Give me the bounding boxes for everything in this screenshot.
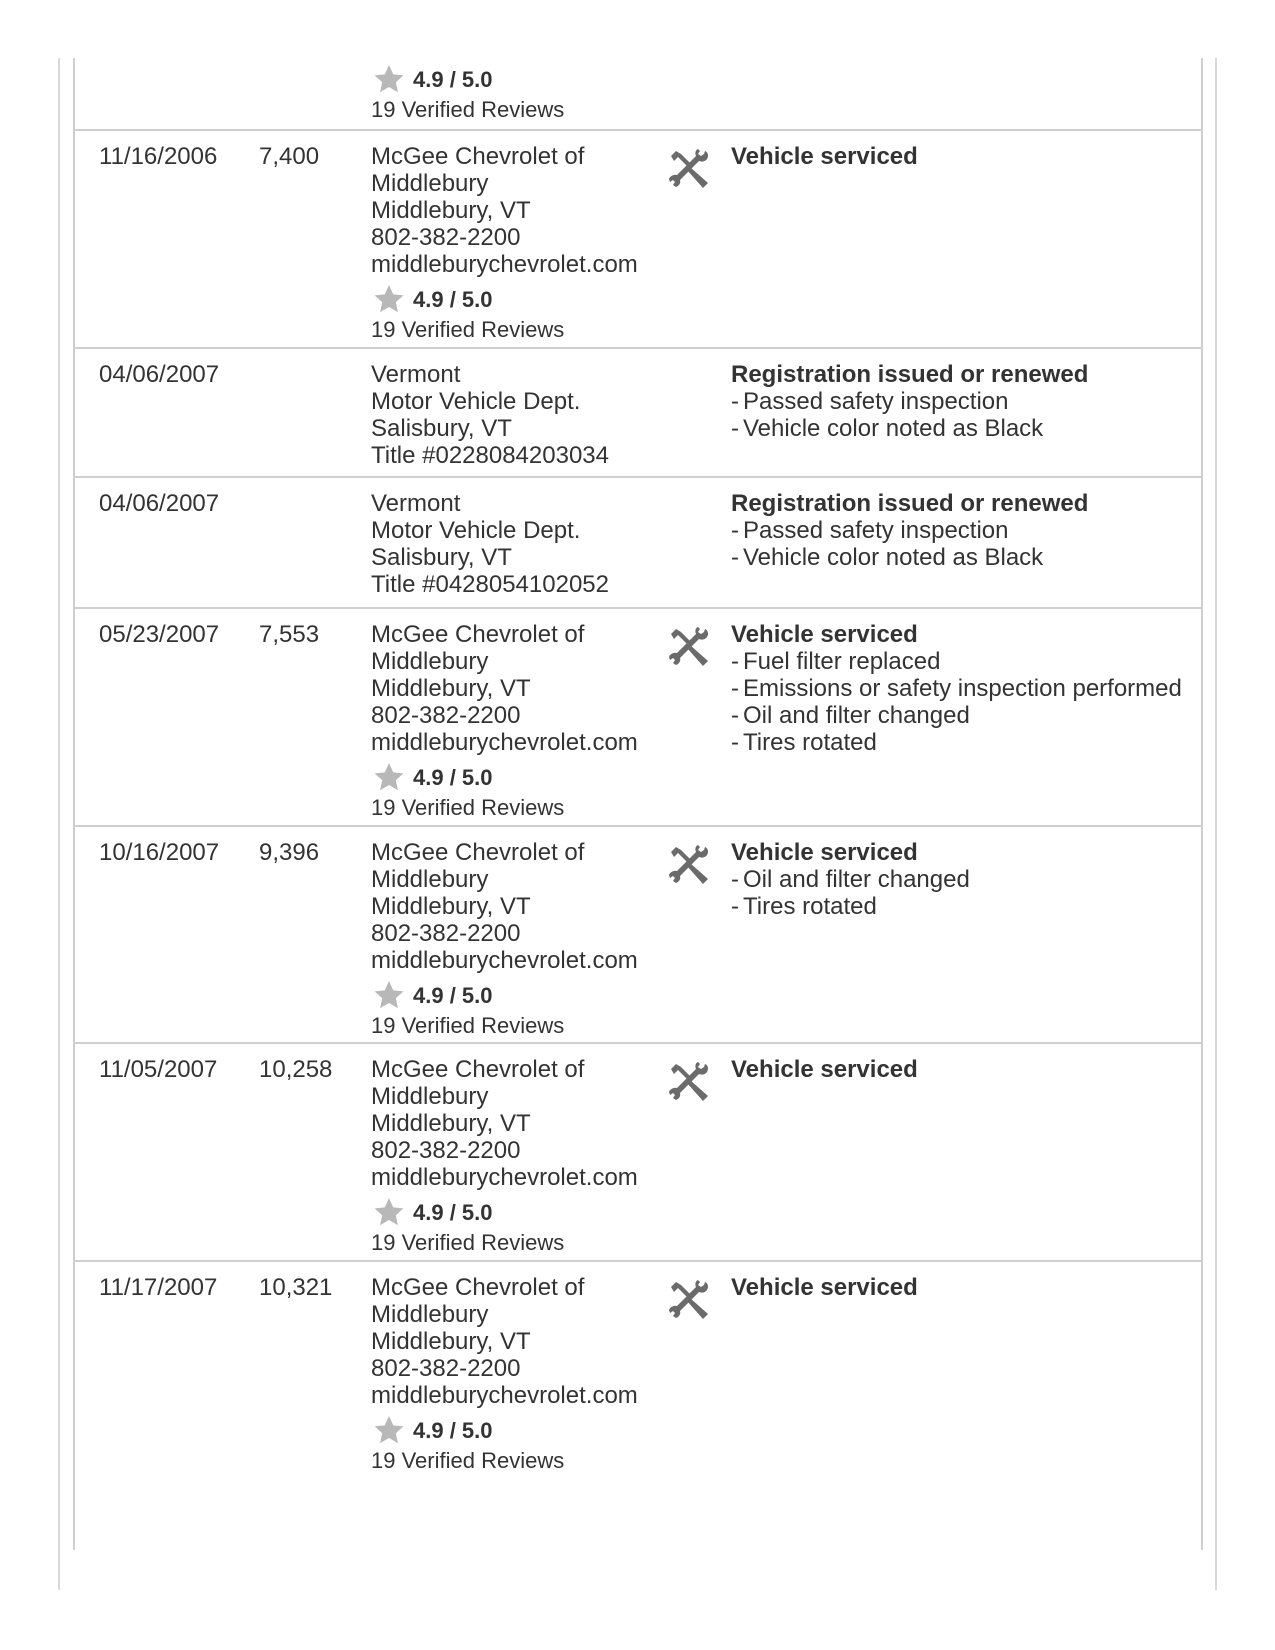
- record-comments: [731, 1274, 1191, 1301]
- history-row: [75, 827, 1201, 1044]
- review-count-link[interactable]: 19 Verified Reviews: [371, 1448, 565, 1473]
- source-name: McGee Chevrolet of: [371, 1056, 585, 1083]
- review-count-link[interactable]: 19 Verified Reviews: [371, 317, 565, 342]
- tools-icon: [667, 1060, 711, 1104]
- source-website-link[interactable]: middleburychevrolet.com: [371, 1164, 638, 1191]
- history-row: [75, 349, 1201, 478]
- source-name-cont: Middlebury: [371, 648, 489, 675]
- record-source: [371, 839, 638, 1040]
- star-icon: [373, 1196, 405, 1228]
- record-source: [371, 1274, 638, 1475]
- source-location: Salisbury, VT: [371, 415, 512, 442]
- record-source: [371, 143, 638, 344]
- table-border-right: [1201, 58, 1203, 1550]
- record-source: [371, 621, 638, 822]
- record-date: 05/23/2007: [99, 621, 220, 648]
- star-icon: [373, 1414, 405, 1446]
- record-source: [371, 58, 564, 124]
- record-date: 11/05/2007: [99, 1056, 218, 1083]
- source-name-cont: Motor Vehicle Dept.: [371, 517, 581, 544]
- detail-item: - Oil and filter changed: [731, 866, 970, 893]
- tools-icon: [667, 147, 711, 191]
- record-comments: [731, 361, 1191, 442]
- record-comments: [731, 1056, 1191, 1083]
- dealer-rating: [371, 760, 638, 794]
- source-location: Middlebury, VT: [371, 1328, 531, 1355]
- source-name: Vermont: [371, 361, 461, 388]
- source-phone[interactable]: 802-382-2200: [371, 1137, 521, 1164]
- page-border-right: [1215, 58, 1217, 1590]
- event-title: Vehicle serviced: [731, 1056, 918, 1083]
- dealer-rating: [371, 62, 564, 96]
- history-row: [75, 58, 1201, 131]
- record-source: [371, 361, 609, 469]
- record-source: [371, 490, 609, 598]
- source-name-cont: Motor Vehicle Dept.: [371, 388, 581, 415]
- review-count-link[interactable]: 19 Verified Reviews: [371, 97, 565, 122]
- source-location: Middlebury, VT: [371, 675, 531, 702]
- source-phone[interactable]: 802-382-2200: [371, 224, 521, 251]
- detail-item: - Passed safety inspection: [731, 517, 1009, 544]
- dealer-rating: [371, 1195, 638, 1229]
- detail-item: - Vehicle color noted as Black: [731, 415, 1044, 442]
- detail-item: - Tires rotated: [731, 729, 877, 756]
- source-name-cont: Middlebury: [371, 1083, 489, 1110]
- record-comments: [731, 490, 1191, 571]
- tools-icon: [667, 843, 711, 887]
- source-name: McGee Chevrolet of: [371, 621, 585, 648]
- record-mileage: 9,396: [259, 839, 320, 866]
- record-comments: [731, 839, 1191, 920]
- tools-icon: [667, 625, 711, 669]
- history-row: [75, 1044, 1201, 1262]
- detail-item: - Oil and filter changed: [731, 702, 970, 729]
- source-website-link[interactable]: middleburychevrolet.com: [371, 251, 638, 278]
- source-name-cont: Middlebury: [371, 866, 489, 893]
- rating-score: 4.9 / 5.0: [413, 1199, 493, 1225]
- rating-score: 4.9 / 5.0: [413, 66, 493, 92]
- review-count-link[interactable]: 19 Verified Reviews: [371, 1230, 565, 1255]
- event-title: Registration issued or renewed: [731, 361, 1089, 388]
- record-source: [371, 1056, 638, 1257]
- record-date: 04/06/2007: [99, 490, 220, 517]
- star-icon: [373, 979, 405, 1011]
- source-website-link[interactable]: middleburychevrolet.com: [371, 1382, 638, 1409]
- source-location: Salisbury, VT: [371, 544, 512, 571]
- tools-icon: [667, 1278, 711, 1322]
- title-number: Title #0428054102052: [371, 571, 609, 598]
- record-mileage: 10,321: [259, 1274, 333, 1301]
- source-name: McGee Chevrolet of: [371, 839, 585, 866]
- record-mileage: 7,400: [259, 143, 320, 170]
- detail-item: - Passed safety inspection: [731, 388, 1009, 415]
- dealer-rating: [371, 282, 638, 316]
- source-website-link[interactable]: middleburychevrolet.com: [371, 729, 638, 756]
- source-website-link[interactable]: middleburychevrolet.com: [371, 947, 638, 974]
- source-phone[interactable]: 802-382-2200: [371, 1355, 521, 1382]
- source-phone[interactable]: 802-382-2200: [371, 920, 521, 947]
- rating-score: 4.9 / 5.0: [413, 286, 493, 312]
- source-location: Middlebury, VT: [371, 197, 531, 224]
- detail-item: - Emissions or safety inspection performed: [731, 675, 1182, 702]
- event-title: Vehicle serviced: [731, 143, 918, 170]
- source-location: Middlebury, VT: [371, 893, 531, 920]
- title-number: Title #0228084203034: [371, 442, 609, 469]
- detail-item: - Tires rotated: [731, 893, 877, 920]
- record-date: 11/16/2006: [99, 143, 218, 170]
- dealer-rating: [371, 978, 638, 1012]
- source-location: Middlebury, VT: [371, 1110, 531, 1137]
- star-icon: [373, 283, 405, 315]
- history-table: [75, 58, 1201, 1492]
- detail-item: - Fuel filter replaced: [731, 648, 941, 675]
- detail-item: - Vehicle color noted as Black: [731, 544, 1044, 571]
- record-comments: [731, 621, 1191, 756]
- history-row: [75, 478, 1201, 609]
- event-title: Vehicle serviced: [731, 621, 918, 648]
- record-date: 11/17/2007: [99, 1274, 218, 1301]
- record-mileage: 10,258: [259, 1056, 333, 1083]
- record-comments: [731, 143, 1191, 170]
- rating-score: 4.9 / 5.0: [413, 982, 493, 1008]
- record-mileage: 7,553: [259, 621, 320, 648]
- dealer-rating: [371, 1413, 638, 1447]
- rating-score: 4.9 / 5.0: [413, 764, 493, 790]
- source-name: McGee Chevrolet of: [371, 1274, 585, 1301]
- history-row: [75, 131, 1201, 349]
- record-date: 10/16/2007: [99, 839, 220, 866]
- event-title: Vehicle serviced: [731, 1274, 918, 1301]
- history-row: [75, 1262, 1201, 1492]
- source-name-cont: Middlebury: [371, 1301, 489, 1328]
- rating-score: 4.9 / 5.0: [413, 1417, 493, 1443]
- review-count-link[interactable]: 19 Verified Reviews: [371, 1013, 565, 1038]
- history-row: [75, 609, 1201, 827]
- source-name: McGee Chevrolet of: [371, 143, 585, 170]
- page-border-left: [58, 58, 60, 1590]
- source-phone[interactable]: 802-382-2200: [371, 702, 521, 729]
- record-date: 04/06/2007: [99, 361, 220, 388]
- source-name: Vermont: [371, 490, 461, 517]
- event-title: Registration issued or renewed: [731, 490, 1089, 517]
- star-icon: [373, 761, 405, 793]
- event-title: Vehicle serviced: [731, 839, 918, 866]
- review-count-link[interactable]: 19 Verified Reviews: [371, 795, 565, 820]
- source-name-cont: Middlebury: [371, 170, 489, 197]
- star-icon: [373, 63, 405, 95]
